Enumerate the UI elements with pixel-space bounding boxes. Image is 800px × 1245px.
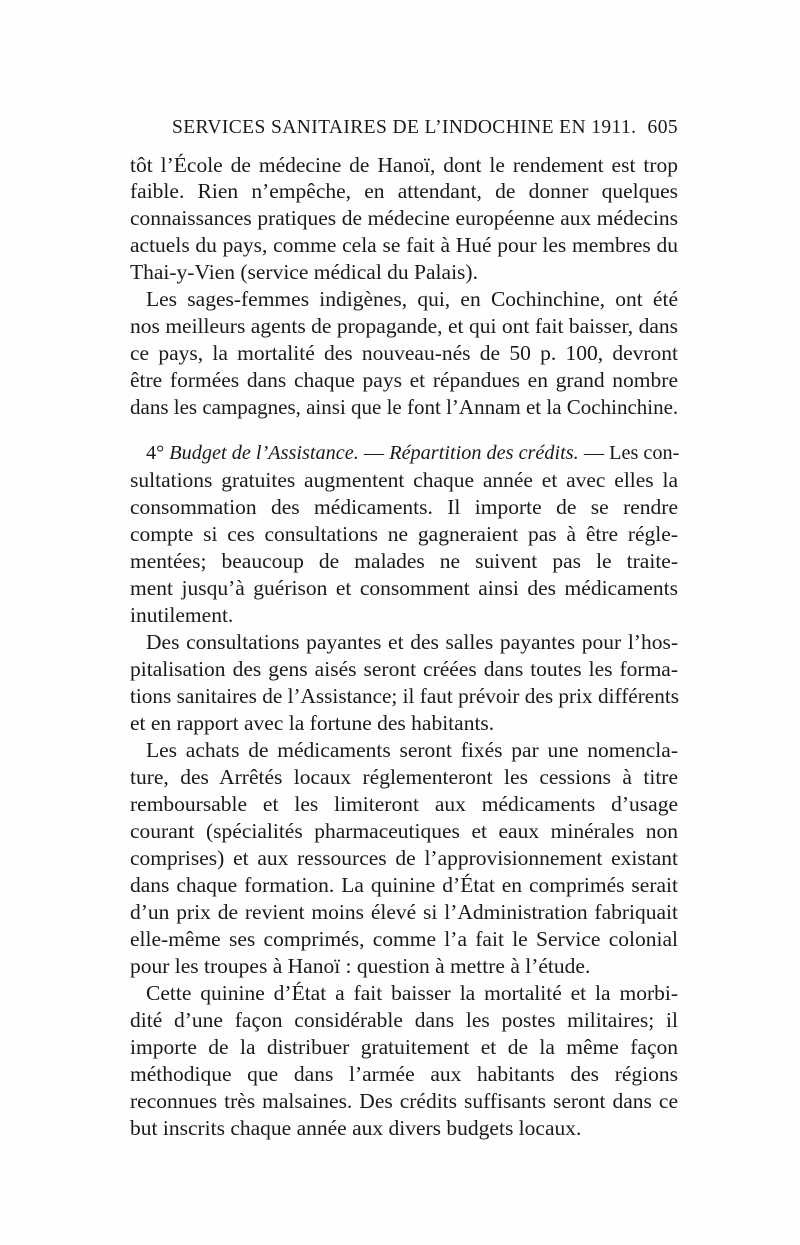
text-line: inutilement. (130, 603, 234, 627)
section-number: 4° (146, 442, 165, 464)
text-line: comprises) et aux ressources de l’approvisionnement existant (130, 846, 678, 870)
text-line: courant (spécialités pharmaceutiques et eaux minérales non (130, 819, 678, 843)
text-line: tions sanitaires de l’Assistance; il faut prévoir des prix différents (130, 684, 680, 708)
text-line: Thai-y-Vien (service médical du Palais). (130, 260, 478, 284)
text-line: faible. Rien n’empêche, en attendant, de donner quelques (130, 179, 678, 203)
text-line: mentées; beaucoup de malades ne suivent pas le traite- (130, 549, 678, 573)
text-line: nos meilleurs agents de propagande, et qui ont fait baisser, dans (130, 314, 678, 338)
text-line: connaissances pratiques de médecine européenne aux médecins (130, 206, 678, 230)
text-line: but inscrits chaque année aux divers budgets locaux. (130, 1116, 582, 1140)
text-line: reconnues très malsaines. Des crédits suffisants seront dans ce (130, 1089, 678, 1113)
text-line: dans chaque formation. La quinine d’État en comprimés serait (130, 873, 678, 897)
running-title: SERVICES SANITAIRES DE L’INDOCHINE EN 1911. (172, 117, 637, 138)
text-line: importe de la distribuer gratuitement et de la même façon (130, 1035, 678, 1059)
text-line: pour les troupes à Hanoï : question à mettre à l’étude. (130, 954, 591, 978)
section-heading (146, 440, 678, 466)
text-line: Les sages-femmes indigènes, qui, en Cochinchine, ont été (146, 287, 678, 311)
text-line: Les achats de médicaments seront fixés par une nomencla- (146, 738, 678, 762)
text-line: dité d’une façon considérable dans les postes militaires; il (130, 1008, 678, 1032)
text-line: sultations gratuites augmentent chaque année et avec elles la (130, 468, 678, 492)
page-number: 605 (647, 117, 678, 138)
running-head (130, 117, 678, 143)
text-line: consommation des médicaments. Il importe de se rendre (130, 495, 678, 519)
text-line: compte si ces consultations ne gagneraient pas à être régle- (130, 522, 678, 546)
text-line: tôt l’École de médecine de Hanoï, dont le rendement est trop (130, 153, 678, 177)
text-line: Cette quinine d’État a fait baisser la mortalité et la morbi- (146, 981, 678, 1005)
text-line: ture, des Arrêtés locaux réglementeront les cessions à titre (130, 765, 678, 789)
text-line: actuels du pays, comme cela se fait à Hué pour les membres du (130, 233, 678, 257)
text-line: pitalisation des gens aisés seront créées dans toutes les forma- (130, 657, 678, 681)
text-line: être formées dans chaque pays et répandues en grand nombre (130, 368, 678, 392)
text-line: méthodique que dans l’armée aux habitants des régions (130, 1062, 678, 1086)
text-line: remboursable et les limiteront aux médicaments d’usage (130, 792, 678, 816)
text-line: et en rapport avec la fortune des habitants. (130, 711, 495, 735)
section-lead-text: — Les con- (578, 442, 680, 464)
text-line: ce pays, la mortalité des nouveau-nés de 50 p. 100, devront (130, 341, 678, 365)
section-title-repartition: Répartition des crédits. (389, 442, 579, 464)
section-dash: — (358, 442, 390, 464)
section-title-budget: Budget de l’Assistance. (169, 442, 359, 464)
text-line: ment jusqu’à guérison et consomment ainsi des médicaments (130, 576, 678, 600)
text-line: d’un prix de revient moins élevé si l’Administration fabriquait (130, 900, 678, 924)
text-line: dans les campagnes, ainsi que le font l’Annam et la Cochinchine. (130, 395, 679, 419)
text-line: Des consultations payantes et des salles payantes pour l’hos- (146, 630, 678, 654)
text-line: elle-même ses comprimés, comme l’a fait le Service colonial (130, 927, 678, 951)
